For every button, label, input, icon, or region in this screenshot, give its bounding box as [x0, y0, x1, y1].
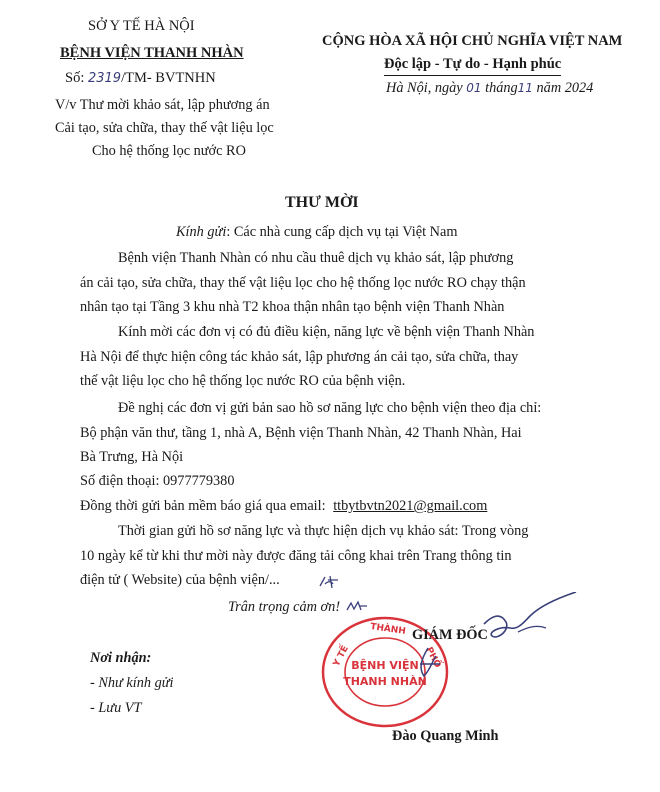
handwritten-initials: [316, 572, 352, 592]
date-prefix: Hà Nội, ngày: [386, 80, 463, 96]
phone-line: Số điện thoại: 0977779380: [80, 473, 235, 489]
para2-line2: Hà Nội để thực hiện công tác khảo sát, lập phương án cải tạo, sửa chữa, thay: [80, 349, 519, 365]
subject-line-3: Cho hệ thống lọc nước RO: [92, 143, 246, 159]
doc-no-suffix: /TM- BVTNHN: [121, 70, 216, 86]
hospital-name: BỆNH VIỆN THANH NHÀN: [60, 45, 244, 61]
deadline-line3: điện tử ( Website) của bệnh viện/...: [80, 572, 280, 588]
email-line: [80, 498, 487, 515]
doc-no-handwritten: 2319: [87, 71, 122, 86]
email-link[interactable]: ttbytbvtn2021@gmail.com: [333, 498, 488, 514]
email-prefix: Đồng thời gửi bản mềm báo giá qua email:: [80, 498, 326, 514]
seal-center-line-2: THANH NHÀN: [343, 675, 427, 688]
para2-line1: Kính mời các đơn vị có đủ điều kiện, năng lực về bệnh viện Thanh Nhàn: [118, 324, 535, 340]
recipient-item-2: - Lưu VT: [90, 700, 142, 716]
para2-line3: thế vật liệu lọc cho hệ thống lọc nước RO của bệnh viện.: [80, 373, 406, 389]
document-date: [386, 80, 593, 97]
motto-underline: [384, 75, 561, 76]
deadline-line1: Thời gian gửi hồ sơ năng lực và thực hiện dịch vụ khảo sát: Trong vòng: [118, 523, 529, 539]
closing-text: Trân trọng cảm ơn!: [228, 599, 341, 615]
seal-center-line-1: BỆNH VIỆN: [351, 659, 419, 672]
para3-line2: Bộ phận văn thư, tầng 1, nhà A, Bệnh viện Thanh Nhàn, 42 Thanh Nhàn, Hai: [80, 425, 522, 441]
seal-ring-right: PHỐ: [423, 645, 443, 670]
seal-ring-left: Y TẾ: [331, 644, 351, 669]
recipient-line: [176, 224, 457, 241]
subject-line-2: Cải tạo, sửa chữa, thay thế vật liệu lọc: [55, 120, 274, 136]
signer-name: Đào Quang Minh: [392, 728, 499, 744]
subject-line-1: V/v Thư mời khảo sát, lập phương án: [55, 97, 270, 113]
doc-no-label: Số:: [65, 70, 85, 86]
letter-title: THƯ MỜI: [285, 194, 359, 211]
director-signature: [400, 592, 590, 692]
date-month: 11: [517, 81, 533, 95]
para3-line1: Đề nghị các đơn vị gửi bản sao hồ sơ năng lực cho bệnh viện theo địa chỉ:: [118, 400, 542, 416]
recipient-text: : Các nhà cung cấp dịch vụ tại Việt Nam: [226, 224, 458, 240]
para1-line1: Bệnh viện Thanh Nhàn có nhu cầu thuê dịch vụ khảo sát, lập phương: [118, 250, 514, 266]
country-name: CỘNG HÒA XÃ HỘI CHỦ NGHĨA VIỆT NAM: [322, 33, 623, 49]
signer-title: GIÁM ĐỐC: [412, 627, 488, 643]
date-day: 01: [466, 81, 482, 95]
date-month-label: tháng: [485, 80, 518, 96]
deadline-line2: 10 ngày kể từ khi thư mời này được đăng tải công khai trên Trang thông tin: [80, 548, 512, 564]
para1-line2: án cải tạo, sửa chữa, thay thế vật liệu lọc cho hệ thống lọc nước RO chạy thận: [80, 275, 526, 291]
ministry-name: SỞ Y TẾ HÀ NỘI: [88, 18, 195, 34]
date-year: năm 2024: [536, 80, 594, 96]
seal-ring-top: THÀNH: [369, 622, 407, 637]
motto-text: Độc lập - Tự do - Hạnh phúc: [384, 56, 562, 72]
recipients-label: Nơi nhận:: [90, 650, 152, 666]
para3-line3: Bà Trưng, Hà Nội: [80, 449, 184, 465]
closing-initials: [344, 598, 370, 616]
recipient-item-1: - Như kính gửi: [90, 675, 174, 691]
document-number: [65, 70, 216, 87]
para1-line3: nhân tạo tại Tầng 3 khu nhà T2 khoa thận nhân tạo bệnh viện Thanh Nhàn: [80, 299, 505, 315]
recipient-label: Kính gửi: [176, 224, 227, 240]
motto: [384, 56, 561, 73]
